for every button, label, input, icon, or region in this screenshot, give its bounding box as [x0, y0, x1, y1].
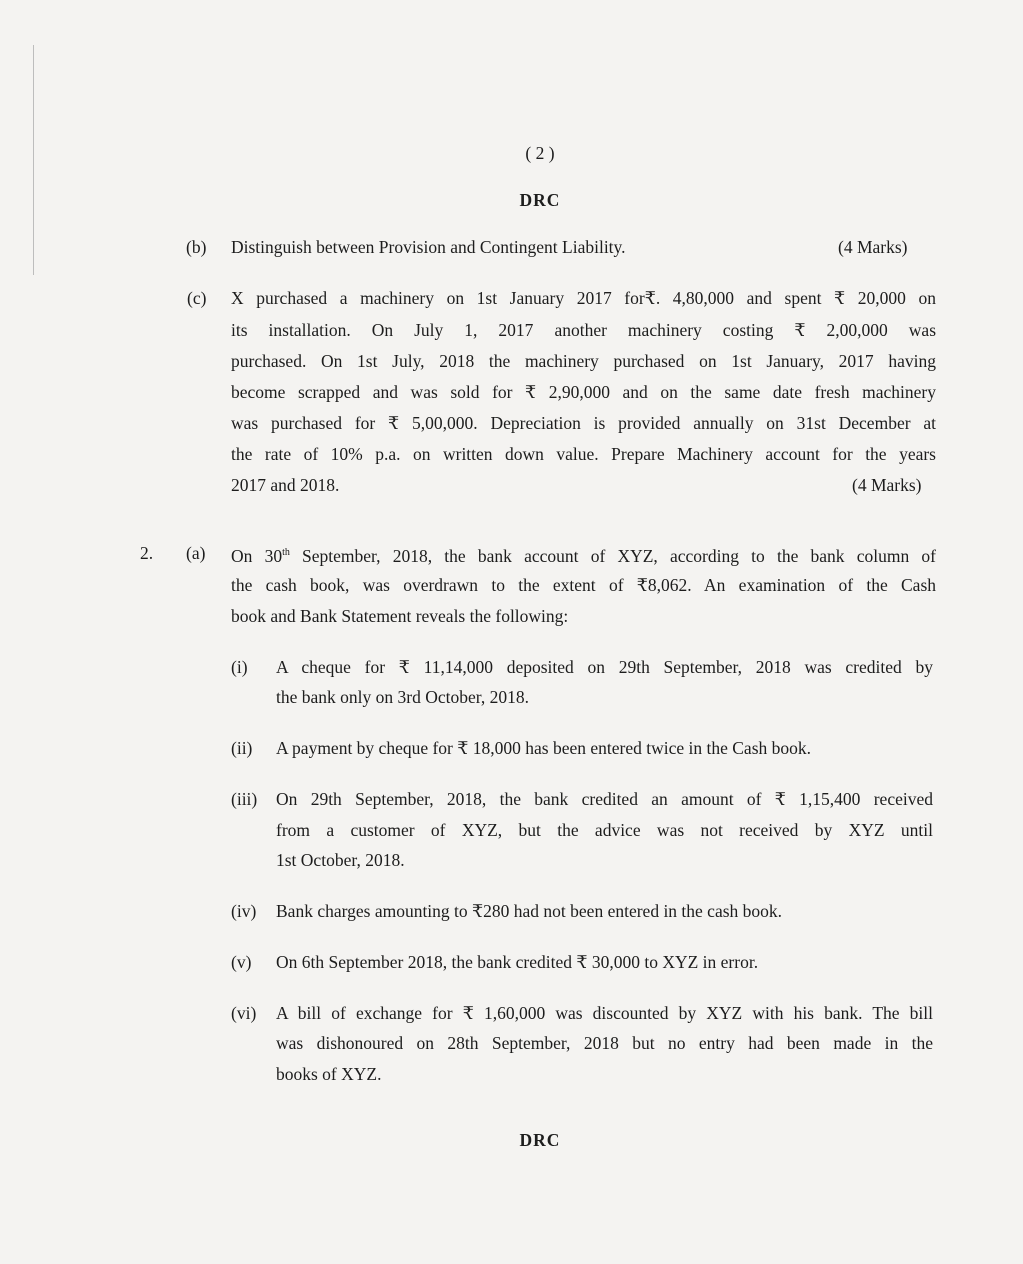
item-line: was dishonoured on 28th September, 2018 but no entry had been made in the [276, 1033, 933, 1053]
footer-code: DRC [519, 1130, 561, 1150]
item-label: (i) [231, 657, 248, 677]
q1b-text: Distinguish between Provision and Contingent Liability. [231, 237, 626, 257]
item-line: the bank only on 3rd October, 2018. [276, 687, 529, 707]
item-line: books of XYZ. [276, 1064, 382, 1084]
q2a-label: (a) [186, 543, 206, 563]
q2a-line: the cash book, was overdrawn to the extent of ₹8,062. An examination of the Cash [231, 575, 936, 595]
q1b-marks: (4 Marks) [838, 237, 908, 257]
q1c-line: X purchased a machinery on 1st January 2017 for₹. 4,80,000 and spent ₹ 20,000 on [231, 288, 936, 308]
item-line: On 6th September 2018, the bank credited ₹ 30,000 to XYZ in error. [276, 952, 759, 972]
q1c-label: (c) [187, 288, 207, 308]
q1c-line: the rate of 10% p.a. on written down value. Prepare Machinery account for the years [231, 444, 936, 464]
item-line: from a customer of XYZ, but the advice was not received by XYZ until [276, 820, 933, 840]
scan-edge [33, 45, 34, 275]
q1c-line: purchased. On 1st July, 2018 the machinery purchased on 1st January, 2017 having [231, 351, 936, 371]
q2a-line: book and Bank Statement reveals the following: [231, 606, 569, 626]
header-code: DRC [519, 190, 561, 210]
q1c-line: 2017 and 2018. [231, 475, 340, 495]
item-label: (vi) [231, 1003, 257, 1023]
item-line: Bank charges amounting to ₹280 had not been entered in the cash book. [276, 901, 783, 921]
q2-number: 2. [140, 543, 154, 563]
item-label: (ii) [231, 738, 253, 758]
item-line: 1st October, 2018. [276, 850, 405, 870]
q2a-line: On 30th September, 2018, the bank account of XYZ, according to the bank column of [231, 545, 936, 566]
item-line: On 29th September, 2018, the bank credited an amount of ₹ 1,15,400 received [276, 789, 933, 809]
q1c-line: its installation. On July 1, 2017 another machinery costing ₹ 2,00,000 was [231, 320, 936, 340]
q1b-label: (b) [186, 237, 207, 257]
q1c-marks: (4 Marks) [852, 475, 922, 495]
page-number: ( 2 ) [525, 143, 555, 163]
q1c-line: become scrapped and was sold for ₹ 2,90,000 and on the same date fresh machinery [231, 382, 936, 402]
item-line: A payment by cheque for ₹ 18,000 has been entered twice in the Cash book. [276, 738, 812, 758]
item-label: (iv) [231, 901, 257, 921]
q1c-line: was purchased for ₹ 5,00,000. Depreciation is provided annually on 31st December at [231, 413, 936, 433]
item-label: (v) [231, 952, 252, 972]
item-line: A cheque for ₹ 11,14,000 deposited on 29th September, 2018 was credited by [276, 657, 933, 677]
item-label: (iii) [231, 789, 258, 809]
item-line: A bill of exchange for ₹ 1,60,000 was discounted by XYZ with his bank. The bill [276, 1003, 933, 1023]
